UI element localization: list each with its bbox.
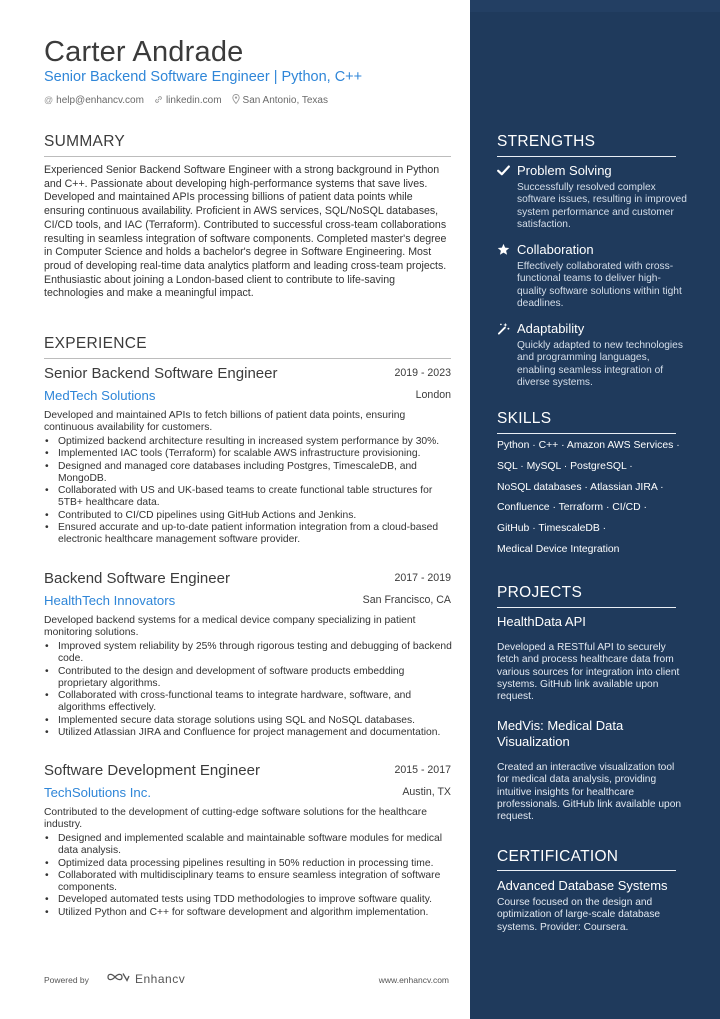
experience-heading: EXPERIENCE — [44, 335, 147, 352]
job-bullet: • Utilized Python and C++ for software development and algorithm implementation. — [44, 907, 454, 919]
job-bullet: • Collaborated with multidisciplinary teams to ensure seamless integration of software components. — [44, 870, 454, 895]
footer-url[interactable]: www.enhancv.com — [378, 975, 449, 985]
strength-title: Adaptability — [517, 321, 585, 336]
footer-brand-name: Enhancv — [135, 971, 186, 986]
projects-heading: PROJECTS — [497, 584, 583, 601]
summary-divider — [44, 156, 451, 157]
strength-item — [497, 163, 687, 231]
skills-heading: SKILLS — [497, 410, 552, 427]
link-icon — [154, 95, 163, 106]
contact-linkedin-text: linkedin.com — [165, 94, 222, 106]
job-description: Developed backend systems for a medical device company specializing in patient monitoring solutions. — [44, 615, 416, 639]
job-bullet: • Implemented IAC tools (Terraform) for scalable AWS infrastructure provisioning. — [44, 448, 454, 460]
project-description: Created an interactive visualization tool for medical data analysis, providing intuitive insights for healthcare professionals. GitHub link available upon request. — [497, 762, 682, 823]
job-bullets — [44, 436, 454, 547]
strength-title: Problem Solving — [517, 163, 612, 178]
certification-heading: CERTIFICATION — [497, 848, 619, 865]
job-bullet: • Implemented secure data storage solutions using SQL and NoSQL databases. — [44, 715, 454, 727]
job-bullet: • Designed and implemented scalable and maintainable software modules for medical data analysis. — [44, 833, 454, 858]
job-company: MedTech Solutions — [44, 388, 156, 403]
project-title: HealthData API — [497, 614, 586, 629]
certification-divider — [497, 870, 676, 871]
job-company: HealthTech Innovators — [44, 593, 176, 608]
project-description: Developed a RESTful API to securely fetch and process healthcare data from various sources for integration into client systems. GitHub link available upon request. — [497, 642, 680, 703]
at-icon: @ — [44, 95, 54, 105]
skills-line: Confluence · Terraform · CI/CD · — [497, 502, 647, 513]
job-bullet: • Designed and managed core databases including Postgres, TimescaleDB, and MongoDB. — [44, 461, 454, 486]
projects-divider — [497, 607, 676, 608]
job-bullet: • Collaborated with US and UK-based teams to create functional table structures for 5TB+ healthcare data. — [44, 485, 454, 510]
certification-title: Advanced Database Systems — [497, 878, 668, 893]
skills-line: GitHub · TimescaleDB · — [497, 523, 607, 534]
job-location: London — [415, 389, 451, 401]
candidate-name: Carter Andrade — [44, 36, 244, 68]
job-bullet: • Contributed to the design and development of software products embedding proprietary algorithms. — [44, 666, 454, 691]
sidebar-column — [470, 0, 720, 1019]
skills-line: Medical Device Integration — [497, 544, 620, 555]
job-description: Contributed to the development of cutting-edge software solutions for the healthcare industry. — [44, 807, 427, 831]
star-icon — [497, 243, 510, 256]
job-bullet: • Developed automated tests using TDD methodologies to improve software quality. — [44, 894, 454, 906]
checkmark-icon — [497, 165, 510, 176]
skills-line: NoSQL databases · Atlassian JIRA · — [497, 482, 664, 493]
summary-heading: SUMMARY — [44, 133, 126, 150]
contact-email[interactable] — [44, 94, 144, 106]
strength-description: Effectively collaborated with cross-functional teams to deliver high-quality software solutions within tight deadlines. — [517, 261, 682, 309]
job-title: Software Development Engineer — [44, 762, 260, 779]
contact-linkedin[interactable] — [154, 94, 222, 106]
strengths-heading: STRENGTHS — [497, 133, 596, 150]
skills-divider — [497, 433, 676, 434]
contact-location-text: San Antonio, Texas — [242, 94, 328, 106]
job-bullet: • Ensured accurate and up-to-date patient information integration from a cloud-based electronic healthcare management software provider. — [44, 522, 454, 547]
job-bullet: • Optimized data processing pipelines resulting in 50% reduction in processing time. — [44, 858, 454, 870]
job-description: Developed and maintained APIs to fetch billions of patient data points, ensuring continuous availability for customers. — [44, 410, 406, 434]
job-bullets — [44, 641, 454, 739]
contact-location — [232, 94, 328, 106]
job-title: Senior Backend Software Engineer — [44, 365, 278, 382]
job-company: TechSolutions Inc. — [44, 785, 152, 800]
magic-wand-icon — [497, 322, 510, 335]
job-bullets — [44, 833, 454, 919]
summary-text: Experienced Senior Backend Software Engineer with a strong background in Python and C++. Passionate about developing high-performance systems that save lives. Developed and maintained APIs processing billions of patient data points while ensuring continuous availability. Proficient in AWS services, SQL/NoSQL databases, CI/CD tools, and IAC (Terraform). Contributed to successful cross-team collaborations resulting in seamless integration of software components. Completed master's degree in Computer Science and holds a bachelor's degree in Software Engineering. Most proud of developing real-time data analytics platform and leading cross-team projects. Enthusiastic about joining a London-based client to contribute to life-saving technologies and make a meaningful impact. — [44, 164, 447, 300]
job-title: Backend Software Engineer — [44, 570, 230, 587]
strength-item — [497, 242, 687, 310]
strength-description: Successfully resolved complex software issues, resulting in improved system performance and customer satisfaction. — [517, 182, 687, 230]
skills-line: SQL · MySQL · PostgreSQL · — [497, 461, 633, 472]
job-dates: 2019 - 2023 — [394, 367, 451, 379]
certification-description: Course focused on the design and optimization of large-scale database systems. Provider: Coursera. — [497, 897, 661, 933]
strength-item — [497, 321, 687, 389]
job-dates: 2017 - 2019 — [394, 572, 451, 584]
enhancv-logo-icon — [106, 971, 130, 986]
job-bullet: • Contributed to CI/CD pipelines using GitHub Actions and Jenkins. — [44, 510, 454, 522]
location-pin-icon — [232, 94, 240, 106]
skills-line: Python · C++ · Amazon AWS Services · — [497, 440, 680, 451]
strengths-divider — [497, 156, 676, 157]
contact-email-text: help@enhancv.com — [56, 94, 144, 106]
footer-brand-logo[interactable] — [106, 971, 185, 986]
job-bullet: • Utilized Atlassian JIRA and Confluence for project management and documentation. — [44, 727, 454, 739]
strength-title: Collaboration — [517, 242, 594, 257]
job-dates: 2015 - 2017 — [394, 764, 451, 776]
job-bullet: • Collaborated with cross-functional teams to integrate hardware, software, and algorithms effectively. — [44, 690, 454, 715]
job-location: San Francisco, CA — [362, 594, 451, 606]
job-location: Austin, TX — [402, 786, 451, 798]
footer-powered-by: Powered by — [44, 975, 89, 985]
contact-row — [44, 94, 328, 106]
strength-description: Quickly adapted to new technologies and programming languages, enabling seamless integration of diverse systems. — [517, 340, 683, 388]
candidate-headline: Senior Backend Software Engineer | Python, C++ — [44, 69, 363, 85]
sidebar-top-band — [470, 0, 720, 12]
job-bullet: • Optimized backend architecture resulting in increased system performance by 30%. — [44, 436, 454, 448]
job-bullet: • Improved system reliability by 25% through rigorous testing and debugging of backend code. — [44, 641, 454, 666]
experience-divider — [44, 358, 451, 359]
project-title: MedVis: Medical Data Visualization — [497, 718, 624, 749]
